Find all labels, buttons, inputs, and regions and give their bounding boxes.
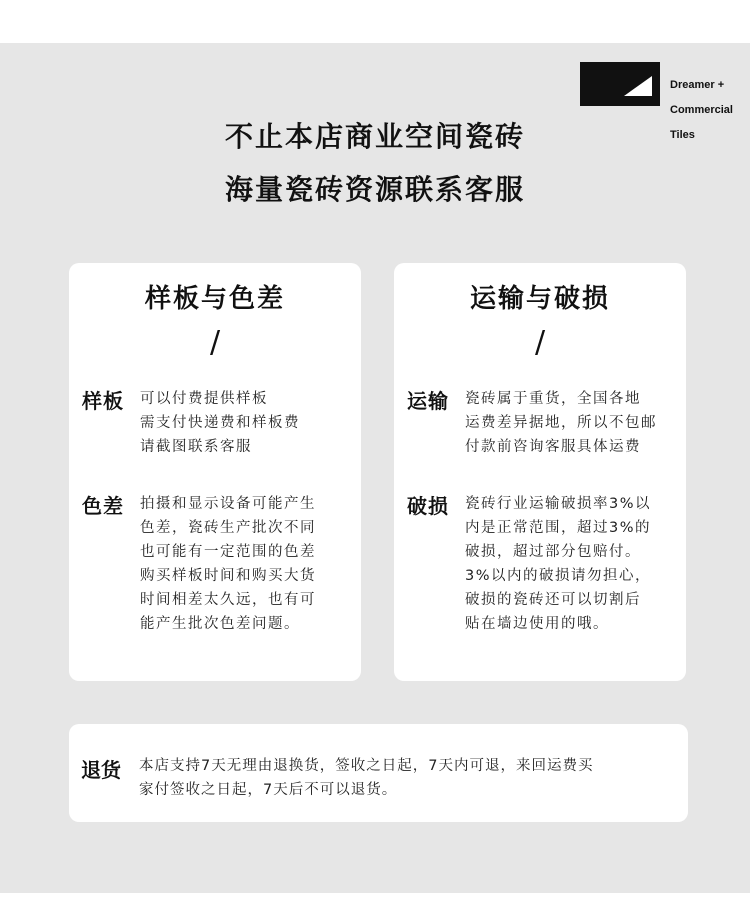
- text-line: 本店支持7天无理由退换货，签收之日起，7天内可退，来回运费买: [139, 758, 594, 774]
- text-line: 家付签收之日起，7天后不可以退货。: [139, 782, 398, 798]
- section-text-sample: [140, 387, 355, 459]
- text-line: 也可能有一定范围的色差: [140, 544, 316, 560]
- text-line: 贴在墙边使用的哦。: [465, 616, 609, 632]
- text-line: 时间相差太久远，也有可: [140, 592, 316, 608]
- text-line: 运费差异据地，所以不包邮: [465, 415, 657, 431]
- card-divider-slash: /: [209, 325, 221, 360]
- section-text-damage: [465, 492, 680, 636]
- section-label-damage: 破损: [407, 494, 449, 518]
- text-line: 瓷砖属于重货，全国各地: [465, 391, 641, 407]
- section-label-shipping: 运输: [407, 389, 449, 413]
- text-line: 破损的瓷砖还可以切割后: [465, 592, 641, 608]
- card-divider-slash: /: [534, 325, 546, 360]
- text-line: 购买样板时间和购买大货: [140, 568, 316, 584]
- text-line: 能产生批次色差问题。: [140, 616, 300, 632]
- section-text-shipping: [465, 387, 680, 459]
- return-policy-card: [69, 724, 688, 822]
- text-line: 3%以内的破损请勿担心，: [465, 568, 652, 584]
- text-line: 付款前咨询客服具体运费: [465, 439, 641, 455]
- brand-logo: [580, 62, 740, 141]
- text-line: 色差，瓷砖生产批次不同: [140, 520, 316, 536]
- section-text-return: [139, 754, 679, 802]
- text-line: 瓷砖行业运输破损率3%以: [465, 496, 652, 512]
- text-line: 请截图联系客服: [140, 439, 252, 455]
- logo-text-line1: Dreamer +: [670, 78, 725, 91]
- text-line: 需支付快递费和样板费: [140, 415, 300, 431]
- section-label-return: 退货: [81, 758, 121, 782]
- text-line: 内是正常范围，超过3%的: [465, 520, 652, 536]
- logo-mark-icon: [580, 62, 660, 106]
- card-title: 运输与破损: [469, 284, 610, 314]
- shipping-damage-card: [394, 263, 686, 681]
- headline-line2: 海量瓷砖资源联系客服: [224, 173, 525, 206]
- logo-text-line3: Tiles: [670, 128, 695, 141]
- section-label-color-difference: 色差: [82, 494, 124, 518]
- text-line: 可以付费提供样板: [140, 391, 268, 407]
- logo-text-line2: Commercial: [670, 103, 733, 116]
- headline-line1: 不止本店商业空间瓷砖: [224, 120, 525, 153]
- sample-color-card: [69, 263, 361, 681]
- section-text-color-difference: [140, 492, 355, 636]
- section-label-sample: 样板: [82, 389, 124, 413]
- text-line: 拍摄和显示设备可能产生: [140, 496, 316, 512]
- card-title: 样板与色差: [144, 284, 285, 314]
- text-line: 破损，超过部分包赔付。: [465, 544, 641, 560]
